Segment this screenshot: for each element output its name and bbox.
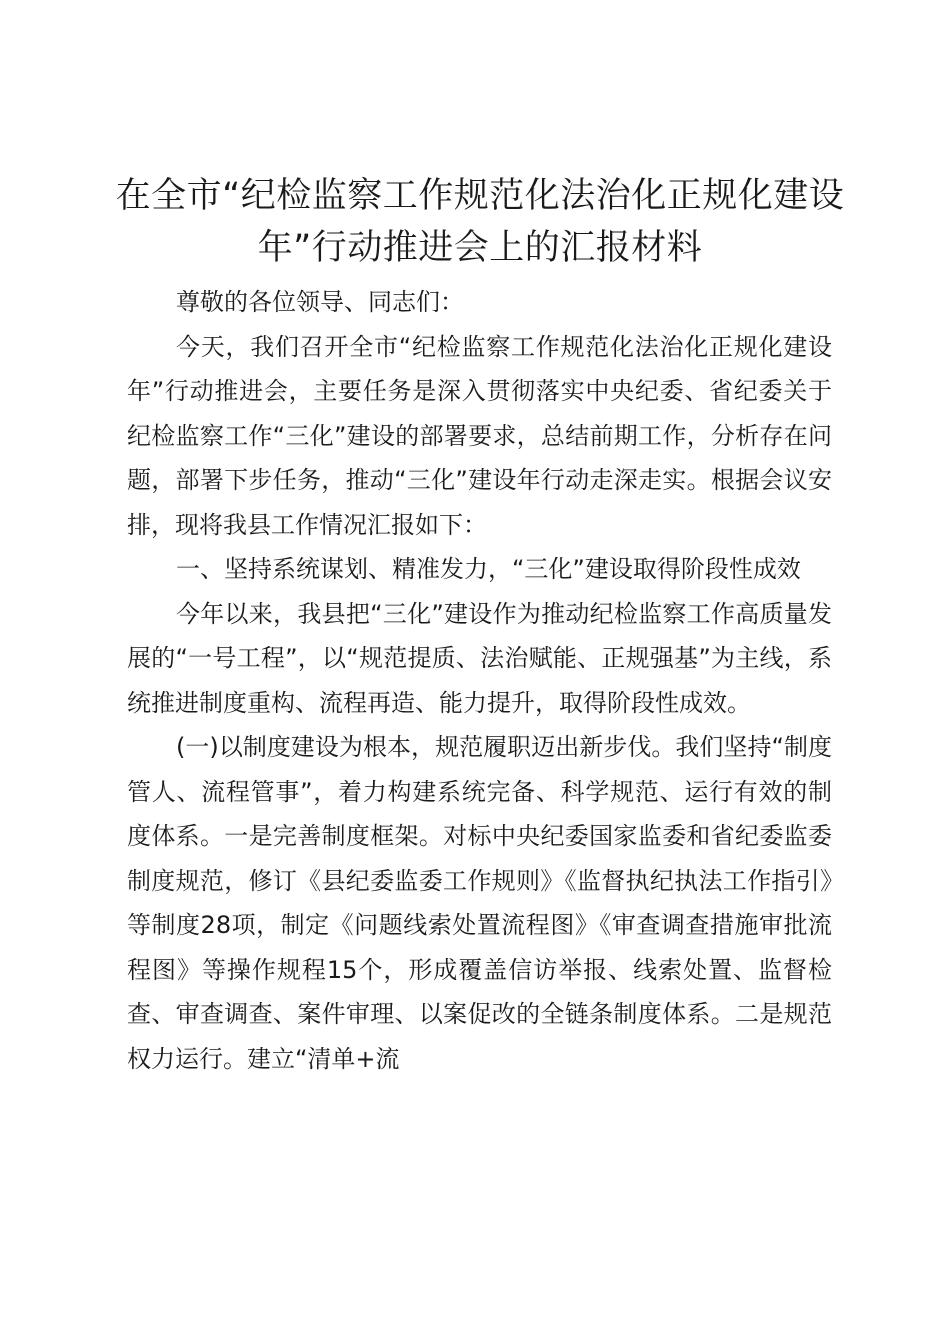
- paragraph-overview: 今年以来，我县把“三化”建设作为推动纪检监察工作高质量发展的“一号工程”，以“规范提质、法治赋能、正规强基”为主线，系统推进制度重构、流程再造、能力提升，取得阶段性成效。: [127, 599, 832, 717]
- paragraph-opening: 今天，我们召开全市“纪检监察工作规范化法治化正规化建设年”行动推进会，主要任务是深入贯彻落实中央纪委、省纪委关于纪检监察工作“三化”建设的部署要求，总结前期工作，分析存在问题，部署下步任务，推动“三化”建设年行动走深走实。根据会议安排，现将我县工作情况汇报如下：: [127, 332, 832, 539]
- salutation: 尊敬的各位领导、同志们：: [176, 288, 464, 316]
- paragraph-subsection-1: (一)以制度建设为根本，规范履职迈出新步伐。我们坚持“制度管人、流程管事”，着力构建系统完备、科学规范、运行有效的制度体系。一是完善制度框架。对标中央纪委国家监委和省纪委监委制度规范，修订《县纪委监委工作规则》《监督执纪执法工作指引》等制度28项，制定《问题线索处置流程图》《审查调查措施审批流程图》等操作规程15个，形成覆盖信访举报、线索处置、监督检查、审查调查、案件审理、以案促改的全链条制度体系。二是规范权力运行。建立“清单+流: [127, 733, 832, 1073]
- document-title: 在全市“纪检监察工作规范化法治化正规化建设年”行动推进会上的汇报材料: [115, 176, 845, 268]
- section-heading-1: 一、坚持系统谋划、精准发力，“三化”建设取得阶段性成效: [176, 555, 801, 583]
- document-body: [127, 280, 832, 1081]
